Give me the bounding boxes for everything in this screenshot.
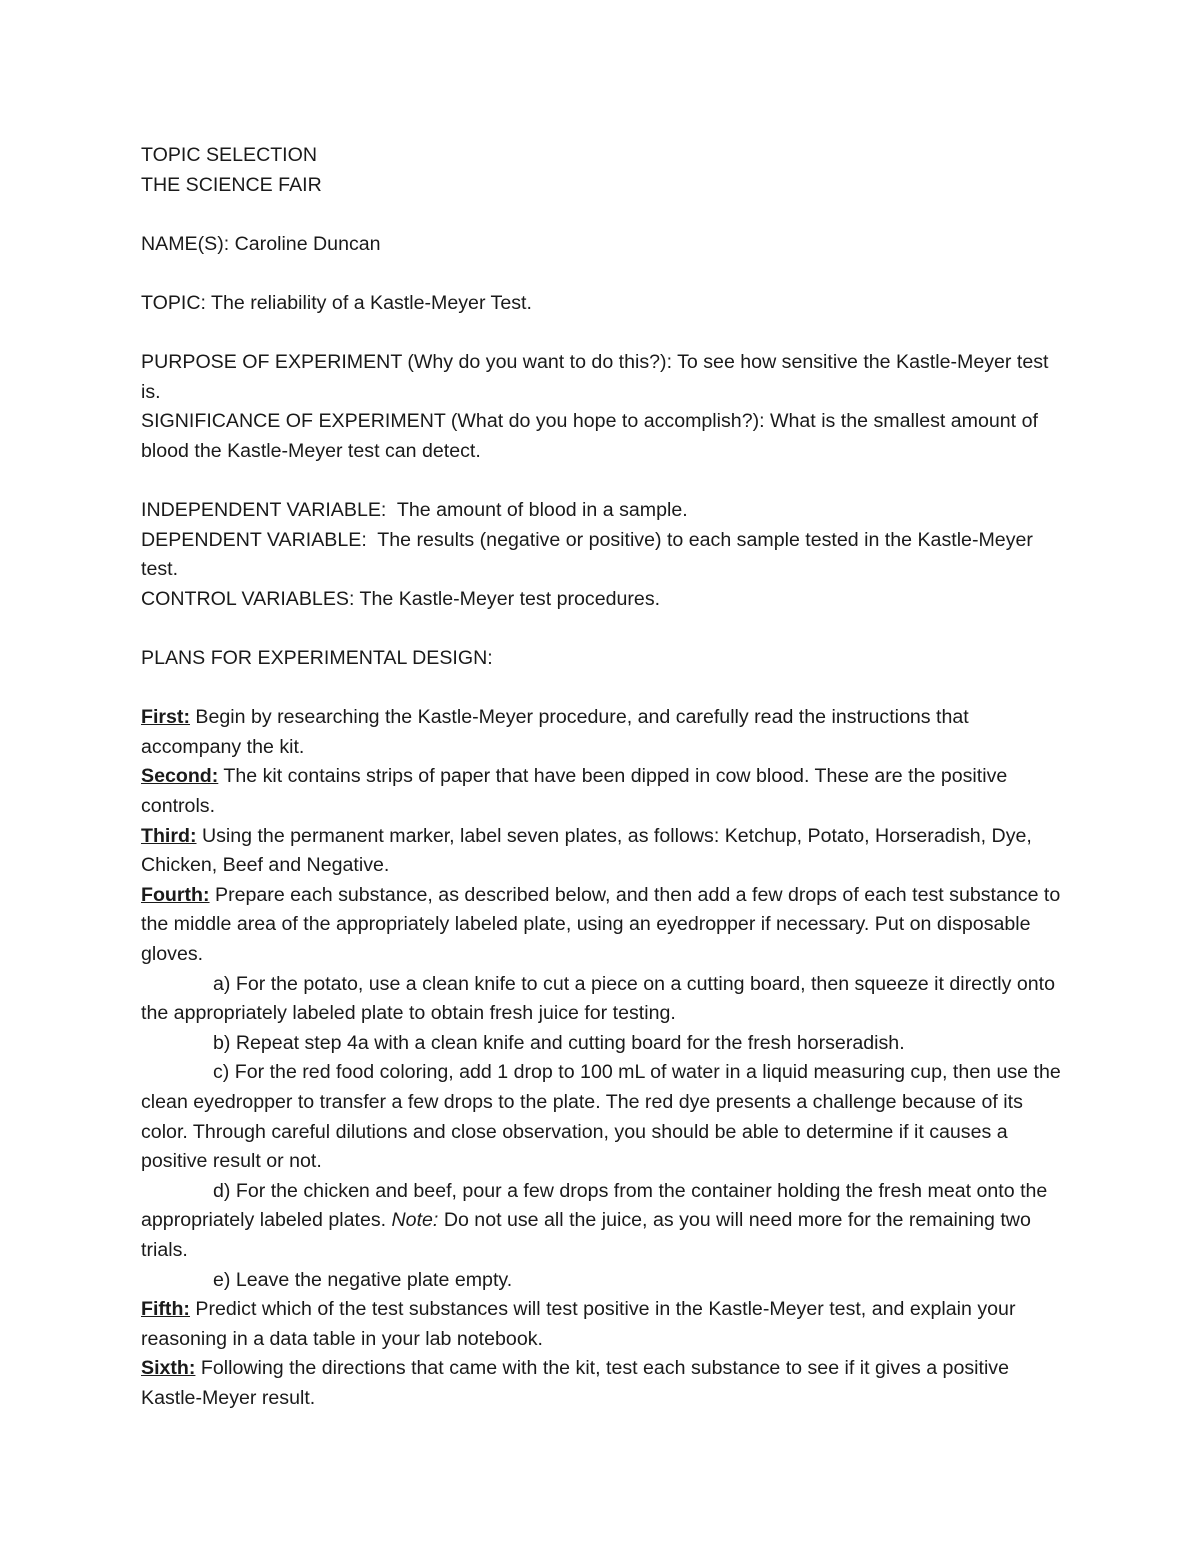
document-page	[141, 141, 1071, 1414]
step-fifth-text: Predict which of the test substances will test positive in the Kastle-Meyer test, and explain your reasoning in a data table in your lab notebook.	[141, 1298, 1016, 1350]
step-fifth	[141, 1295, 1071, 1354]
spacer	[141, 674, 1071, 704]
dependent-variable: DEPENDENT VARIABLE: The results (negative or positive) to each sample tested in the Kastle-Meyer test.	[141, 528, 1039, 581]
names-line: NAME(S): Caroline Duncan	[141, 232, 381, 255]
spacer	[141, 259, 1071, 289]
step-second-text: The kit contains strips of paper that have been dipped in cow blood. These are the positive controls.	[141, 765, 1008, 818]
step-fifth-label: Fifth:	[141, 1298, 190, 1321]
spacer	[141, 615, 1071, 645]
substep-d	[141, 1177, 1071, 1266]
substep-a: a) For the potato, use a clean knife to cut a piece on a cutting board, then squeeze it directly onto the appropriately labeled plate to obtain fresh juice for testing.	[141, 972, 1055, 1025]
substep-c: c) For the red food coloring, add 1 drop to 100 mL of water in a liquid measuring cup, then use the clean eyedropper to transfer a few drops to the plate. The red dye presents a challenge because of its color. Through careful dilutions and close observation, you should be able to determine if it causes a positive result or not.	[141, 1061, 1061, 1173]
header-line-1: TOPIC SELECTION	[141, 144, 318, 166]
step-fourth	[141, 881, 1071, 970]
step-sixth-text: Following the directions that came with the kit, test each substance to see if it gives a positive Kastle-Meyer result.	[141, 1357, 1009, 1409]
step-fourth-label: Fourth:	[141, 883, 210, 906]
step-third-text: Using the permanent marker, label seven plates, as follows: Ketchup, Potato, Horseradish, Dye, Chicken, Beef and Negative.	[141, 824, 1032, 877]
step-first	[141, 703, 1071, 762]
substep-e: e) Leave the negative plate empty.	[213, 1268, 513, 1291]
step-first-label: First:	[141, 706, 190, 729]
purpose-paragraph: PURPOSE OF EXPERIMENT (Why do you want to do this?): To see how sensitive the Kastle-Meyer test is.	[141, 351, 1049, 403]
significance-paragraph: SIGNIFICANCE OF EXPERIMENT (What do you hope to accomplish?): What is the smallest amount of blood the Kastle-Meyer test can detect.	[141, 410, 1038, 462]
step-third	[141, 822, 1071, 881]
topic-line: TOPIC: The reliability of a Kastle-Meyer Test.	[141, 291, 532, 314]
spacer	[141, 319, 1071, 349]
plans-heading: PLANS FOR EXPERIMENTAL DESIGN:	[141, 647, 493, 670]
substep-d-text: d) For the chicken and beef, pour a few drops from the container holding the fresh meat onto the appropriately labeled plates.	[141, 1179, 1048, 1232]
substep-d-note: Note:	[391, 1209, 439, 1232]
spacer	[141, 200, 1071, 230]
step-sixth-label: Sixth:	[141, 1357, 196, 1380]
step-second	[141, 762, 1071, 821]
header-line-2: THE SCIENCE FAIR	[141, 173, 322, 196]
substep-b: b) Repeat step 4a with a clean knife and cutting board for the fresh horseradish.	[213, 1031, 905, 1054]
step-fourth-text: Prepare each substance, as described below, and then add a few drops of each test substance to the middle area of the appropriately labeled plate, using an eyedropper if necessary. Put on disposable gloves.	[141, 883, 1061, 966]
step-third-label: Third:	[141, 824, 197, 847]
spacer	[141, 467, 1071, 497]
step-second-label: Second:	[141, 765, 219, 788]
step-first-text: Begin by researching the Kastle-Meyer procedure, and carefully read the instructions that accompany the kit.	[141, 706, 969, 758]
control-variables: CONTROL VARIABLES: The Kastle-Meyer test procedures.	[141, 587, 661, 610]
independent-variable: INDEPENDENT VARIABLE: The amount of blood in a sample.	[141, 499, 688, 522]
substep-d-text-after: Do not use all the juice, as you will need more for the remaining two trials.	[141, 1209, 1031, 1261]
step-sixth	[141, 1354, 1071, 1413]
